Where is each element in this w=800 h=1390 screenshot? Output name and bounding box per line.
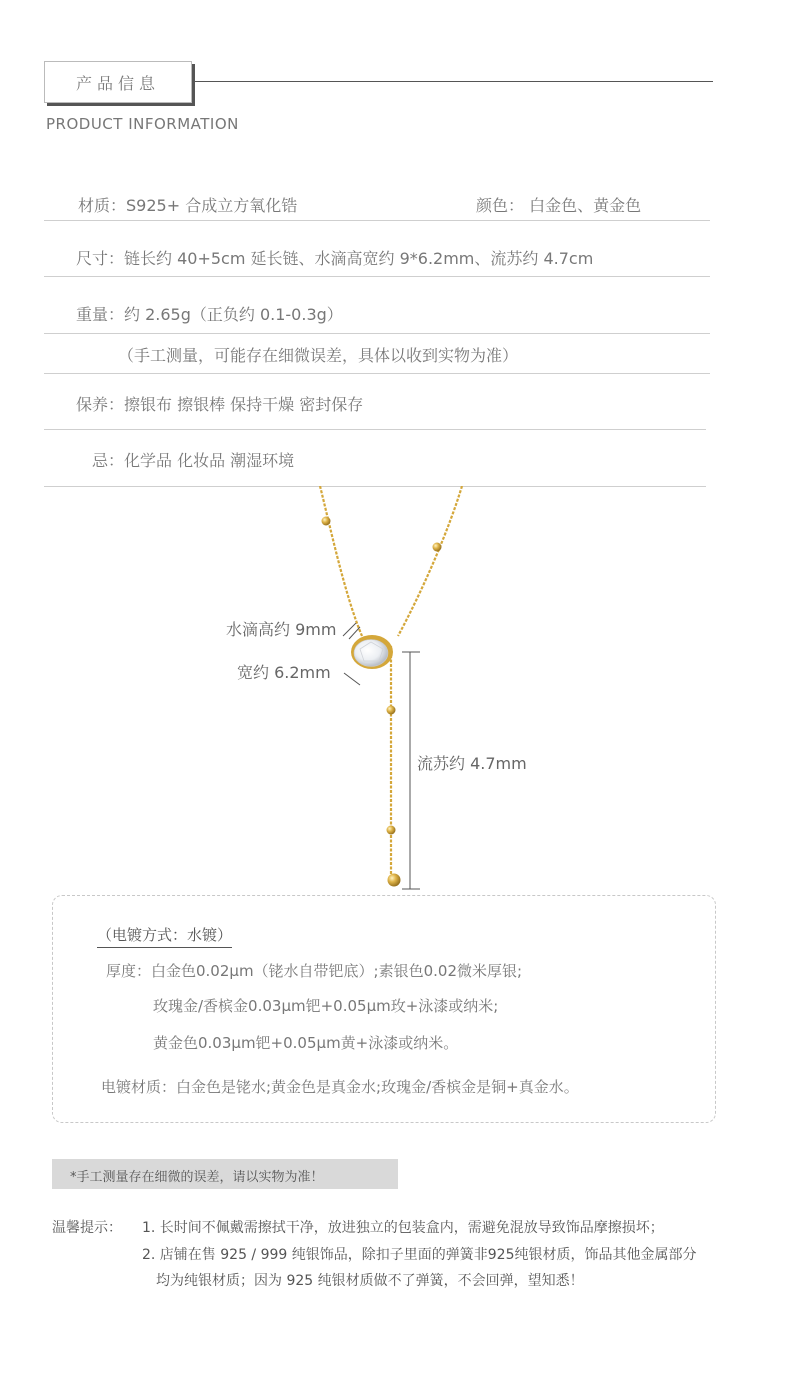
necklace-image: [0, 486, 800, 896]
plating-material: 电镀材质：白金色是铑水;黄金色是真金水;玫瑰金/香槟金是铜+真金水。: [101, 1078, 579, 1096]
tassel-length-label: 流苏约 4.7mm: [417, 749, 527, 776]
title-divider: [193, 81, 713, 82]
tip-item-2-line2: 均为纯银材质；因为 925 纯银材质做不了弹簧，不会回弹，望知悉！: [156, 1273, 584, 1289]
spec-color: 颜色： 白金色、黄金色: [476, 196, 642, 215]
row-divider: [44, 373, 710, 374]
tassel-bead: [387, 826, 396, 835]
left-chain: [320, 486, 362, 636]
tassel-bead: [387, 706, 396, 715]
plating-thickness-line1: 厚度：白金色0.02μm（铑水自带钯底）;素银色0.02微米厚银;: [106, 962, 523, 980]
spec-avoid: 忌：化学品 化妆品 潮湿环境: [92, 451, 295, 470]
drop-height-label: 水滴高约 9mm: [226, 620, 337, 639]
plating-title: （电镀方式：水镀）: [97, 924, 232, 948]
measurement-note: *手工测量存在细微的误差，请以实物为准！: [70, 1170, 324, 1185]
drop-width-label: 宽约 6.2mm: [237, 663, 331, 682]
tip-item-2-line1: 2. 店铺在售 925 / 999 纯银饰品，除扣子里面的弹簧非925纯银材质，饰品其他金属部分: [142, 1247, 697, 1263]
row-divider: [44, 220, 710, 221]
tip-item-1: 1. 长时间不佩戴需擦拭干净，放进独立的包装盒内，需避免混放导致饰品摩擦损坏；: [142, 1220, 664, 1236]
section-title: 产品信息: [75, 74, 160, 93]
plating-thickness-line3: 黄金色0.03μm钯+0.05μm黄+泳漆或纳米。: [153, 1034, 459, 1052]
tips-label: 温馨提示：: [52, 1220, 122, 1236]
spec-size: 尺寸：链长约 40+5cm 延长链、水滴高宽约 9*6.2mm、流苏约 4.7cm: [76, 249, 594, 268]
measurement-note-banner: [52, 1159, 398, 1189]
spec-weight: 重量：约 2.65g（正负约 0.1-0.3g）: [76, 305, 343, 324]
drop-gem: [354, 640, 388, 667]
chain-bead: [322, 517, 331, 526]
spec-material: 材质：S925+ 合成立方氧化锆: [78, 196, 298, 215]
plating-thickness-line2: 玫瑰金/香槟金0.03μm钯+0.05μm玫+泳漆或纳米;: [153, 997, 499, 1015]
row-divider: [44, 429, 706, 430]
spec-care: 保养：擦银布 擦银棒 保持干燥 密封保存: [76, 395, 364, 414]
drop-width-mark: [344, 673, 360, 685]
tassel-end-bead: [388, 874, 401, 887]
row-divider: [44, 276, 710, 277]
chain-bead: [433, 543, 442, 552]
right-chain: [398, 486, 462, 636]
section-subtitle: PRODUCT INFORMATION: [46, 115, 239, 133]
row-divider: [44, 333, 710, 334]
spec-weight-note: （手工测量，可能存在细微误差，具体以收到实物为准）: [118, 346, 519, 365]
section-title-box: [44, 61, 192, 103]
